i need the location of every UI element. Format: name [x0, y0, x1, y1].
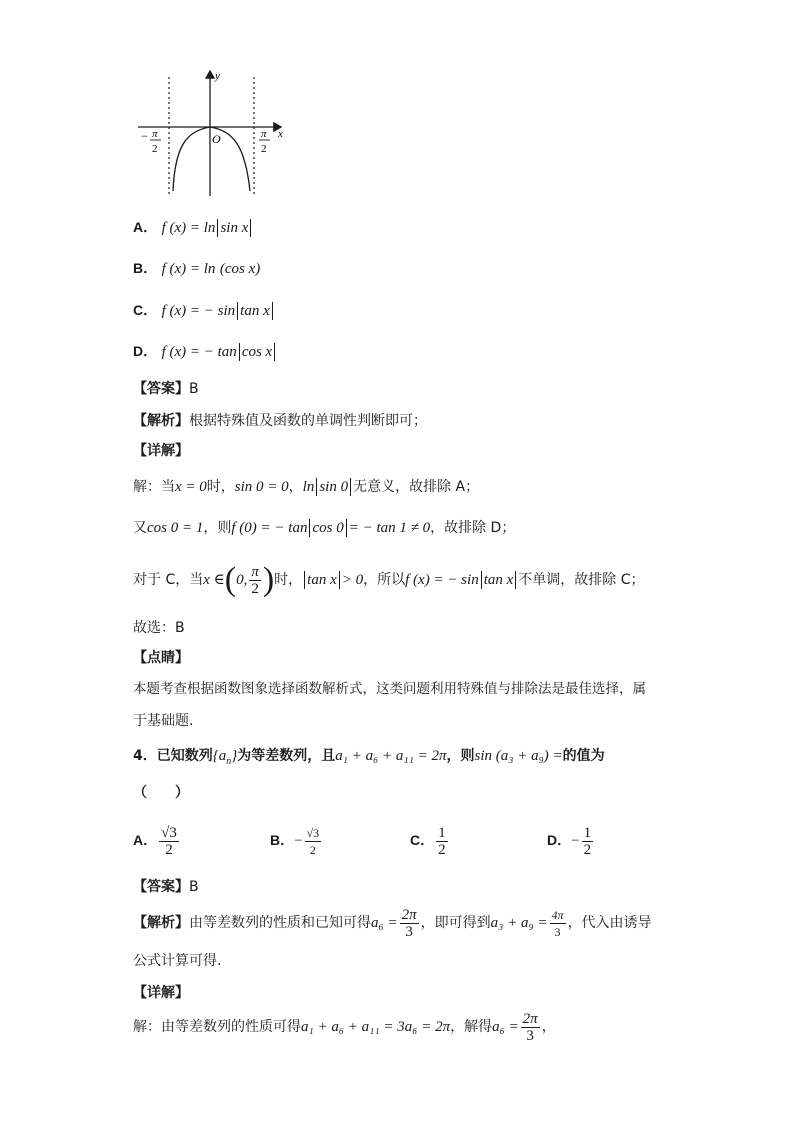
right-label-num: π: [261, 128, 267, 140]
q3-option-a: A． f (x) = ln sin x: [133, 217, 253, 238]
q3-choose: 故选：B: [133, 620, 185, 636]
q4-answer: 【答案】B: [133, 879, 199, 895]
origin-label: O: [212, 132, 221, 146]
q3-detail-line2: 又cos 0 = 1，则f (0) = − tan cos 0 = − tan 1 ≠ 0，故排除 D；: [133, 520, 516, 536]
x-label: x: [278, 128, 283, 140]
q4-detail-line1: 解：由等差数列的性质可得a₁ + a₆ + a₁₁ = 3a₆ = 2π，解得a₆ = $\frac{2\pi}{3}$ ，: [133, 1010, 556, 1044]
q3-analysis: 【解析】根据特殊值及函数的单调性判断即可；: [133, 413, 427, 429]
left-label-sign: −: [141, 129, 148, 143]
q4-detail-heading: 【详解】: [133, 985, 189, 1001]
q4-analysis-line1: 【解析】由等差数列的性质和已知可得a₆ = $\frac{2\pi}{3}$ ，即可得到a₃ + a₉ = $\frac{4\pi}{3}$ ，代入由诱导: [133, 906, 652, 940]
q3-option-b: B． f (x) = ln (cos x): [133, 260, 261, 277]
q4-option-d: D．− $\frac{1}{2}$: [547, 824, 592, 858]
left-label-num: π: [152, 128, 158, 140]
q4-analysis-line2: 公式计算可得.: [133, 953, 222, 969]
q3-option-c: C． f (x) = − sin tan x: [133, 300, 275, 321]
q4-stem: 4．已知数列$\{a_n\}$为等差数列，且a₁ + a₆ + a₁₁ = 2π，则sin (a₃ + a₉) =的值为: [133, 748, 605, 767]
left-label-den: 2: [152, 143, 158, 155]
right-label-den: 2: [261, 143, 267, 155]
q3-comment-heading: 【点睛】: [133, 650, 189, 666]
y-label: y: [215, 70, 220, 82]
q3-comment-line1: 本题考查根据函数图象选择函数解析式，这类问题利用特殊值与排除法是最佳选择，属: [133, 681, 646, 697]
q3-option-d: D． f (x) = − tan cos x: [133, 341, 277, 362]
function-graph: [135, 65, 295, 200]
q3-detail-line1: 解：当x = 0时，sin 0 = 0，ln sin 0 无意义，故排除 A；: [133, 479, 480, 495]
q4-option-c: C． $\frac{1}{2}$: [410, 824, 446, 858]
q4-paren: （ ）: [133, 785, 189, 801]
q4-option-b: B．− $\frac{√3}{2}$: [270, 825, 320, 857]
q3-detail-line3: 对于 C，当x ∈(0, $\frac{\pi}{2}$ )时， tan x > 0，所以f (x) = − sin tan x 不单调，故排除 C；: [133, 561, 645, 598]
q3-detail-heading: 【详解】: [133, 443, 189, 459]
q4-option-a: A． $\frac{√3}{2}$: [133, 824, 177, 858]
q3-comment-line2: 于基础题.: [133, 713, 194, 729]
q3-answer: 【答案】B: [133, 381, 199, 397]
